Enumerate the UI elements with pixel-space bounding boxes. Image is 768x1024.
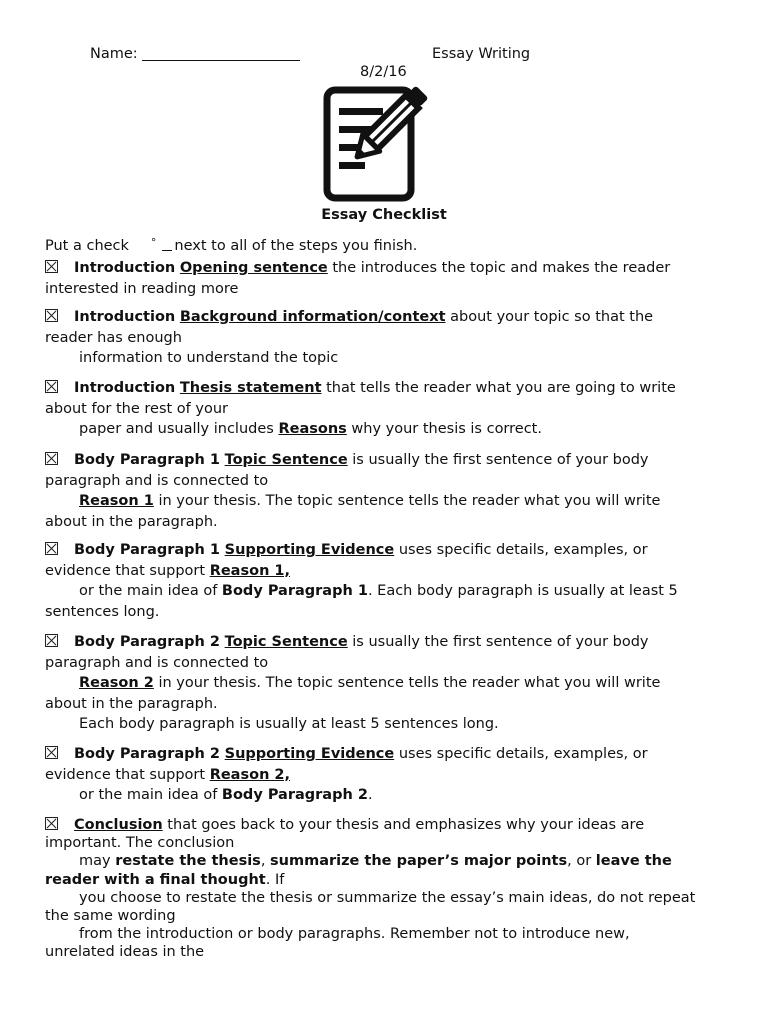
- checkbox[interactable]: [45, 634, 58, 647]
- checkbox[interactable]: [45, 817, 58, 830]
- page-title: Essay Checklist: [321, 207, 447, 223]
- name-blank-line[interactable]: [142, 46, 300, 61]
- instructions-text: Put a check ° next to all of the steps you finish.: [45, 236, 418, 254]
- degree-symbol: °: [150, 236, 157, 249]
- checkbox[interactable]: [45, 260, 58, 273]
- checklist-item-body2-topic: Body Paragraph 2 Topic Sentence is usually the first sentence of your body paragraph and is connected to Reason 2 in your thesis. The topic sentence tells the reader what you will write about in the paragraph. Each body paragraph is usually at least 5 sentences long.: [45, 634, 661, 732]
- checkbox[interactable]: [45, 542, 58, 555]
- checklist-pencil-icon: [320, 86, 446, 202]
- checkbox[interactable]: [45, 452, 58, 465]
- checklist-item-intro-thesis: Introduction Thesis statement that tells the reader what you are going to write about for the rest of your paper and usually includes Reasons why your thesis is correct.: [45, 380, 676, 437]
- name-field: [90, 46, 300, 62]
- checkbox[interactable]: [45, 746, 58, 759]
- checkbox[interactable]: [45, 380, 58, 393]
- checklist-item-body1-topic: Body Paragraph 1 Topic Sentence is usually the first sentence of your body paragraph and is connected to Reason 1 in your thesis. The topic sentence tells the reader what you will write about in the paragraph.: [45, 452, 661, 530]
- checklist-item-intro-opening: Introduction Opening sentence the introduces the topic and makes the reader interested in reading more: [45, 260, 671, 297]
- name-label: Name:: [90, 46, 138, 62]
- check-blank: [162, 250, 172, 251]
- checklist-item-body1-evidence: Body Paragraph 1 Supporting Evidence uses specific details, examples, or evidence that support Reason 1, or the main idea of Body Paragraph 1. Each body paragraph is usually at least 5 sentences long.: [45, 542, 678, 620]
- checklist-item-conclusion: Conclusion that goes back to your thesis and emphasizes why your ideas are important. The conclusion may restate the thesis, summarize the paper’s major points, or leave the reader with a final thought. If you choose to restate the thesis or summarize the essay’s main ideas, do not repeat the same wording from the introduction or body paragraphs. Remember not to introduce new, unrelated ideas in the: [45, 817, 696, 961]
- checklist-item-intro-background: Introduction Background information/context about your topic so that the reader has enough information to understand the topic: [45, 309, 654, 366]
- date-text: 8/2/16: [360, 64, 407, 80]
- checklist-item-body2-evidence: Body Paragraph 2 Supporting Evidence uses specific details, examples, or evidence that support Reason 2, or the main idea of Body Paragraph 2.: [45, 746, 648, 803]
- checkbox[interactable]: [45, 309, 58, 322]
- subject-title: Essay Writing: [432, 46, 531, 62]
